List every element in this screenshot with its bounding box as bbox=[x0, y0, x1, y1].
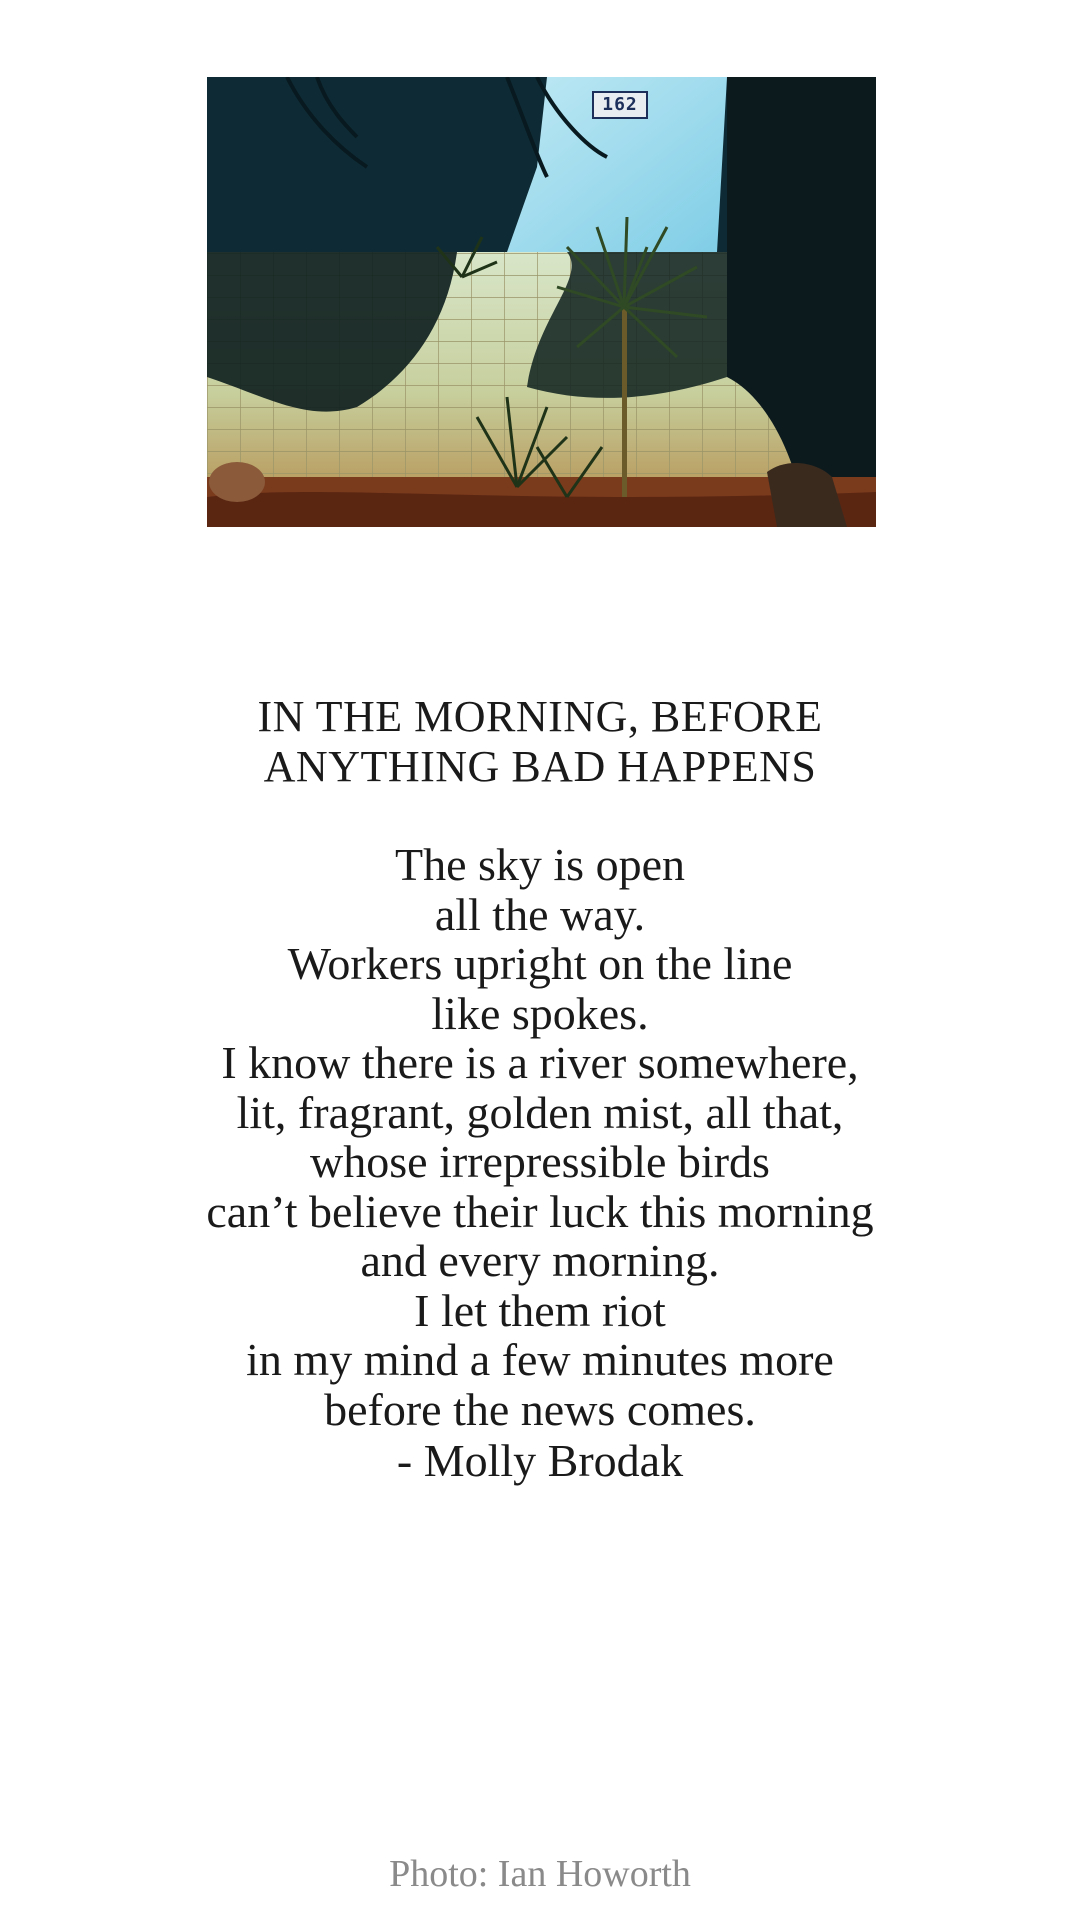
photo-credit: Photo: Ian Howorth bbox=[389, 1853, 691, 1895]
poem-line: can’t believe their luck this morning bbox=[206, 1185, 874, 1237]
house-number-plate: 162 bbox=[592, 91, 648, 119]
poem-line: lit, fragrant, golden mist, all that, bbox=[236, 1086, 844, 1138]
poem-body bbox=[0, 840, 1080, 1434]
poem-title-line: IN THE MORNING, BEFORE bbox=[257, 692, 823, 741]
photo-scene bbox=[207, 77, 876, 527]
poem-line: before the news comes. bbox=[324, 1383, 756, 1435]
poem-line: I know there is a river somewhere, bbox=[221, 1037, 859, 1088]
poem-line: whose irrepressible birds bbox=[310, 1136, 770, 1187]
header-photo bbox=[207, 77, 876, 527]
poem-line: I let them riot bbox=[414, 1284, 666, 1336]
poem-title bbox=[0, 692, 1080, 792]
poem-line: like spokes. bbox=[431, 987, 649, 1039]
poem-line: all the way. bbox=[434, 888, 646, 940]
poem-title-line: ANYTHING BAD HAPPENS bbox=[263, 742, 817, 791]
poem-line: Workers upright on the line bbox=[287, 938, 793, 989]
poem-line: in my mind a few minutes more bbox=[246, 1334, 834, 1385]
poem-author: - Molly Brodak bbox=[396, 1435, 684, 1486]
poem-line: and every morning. bbox=[360, 1235, 720, 1286]
poem-line: The sky is open bbox=[394, 839, 685, 890]
